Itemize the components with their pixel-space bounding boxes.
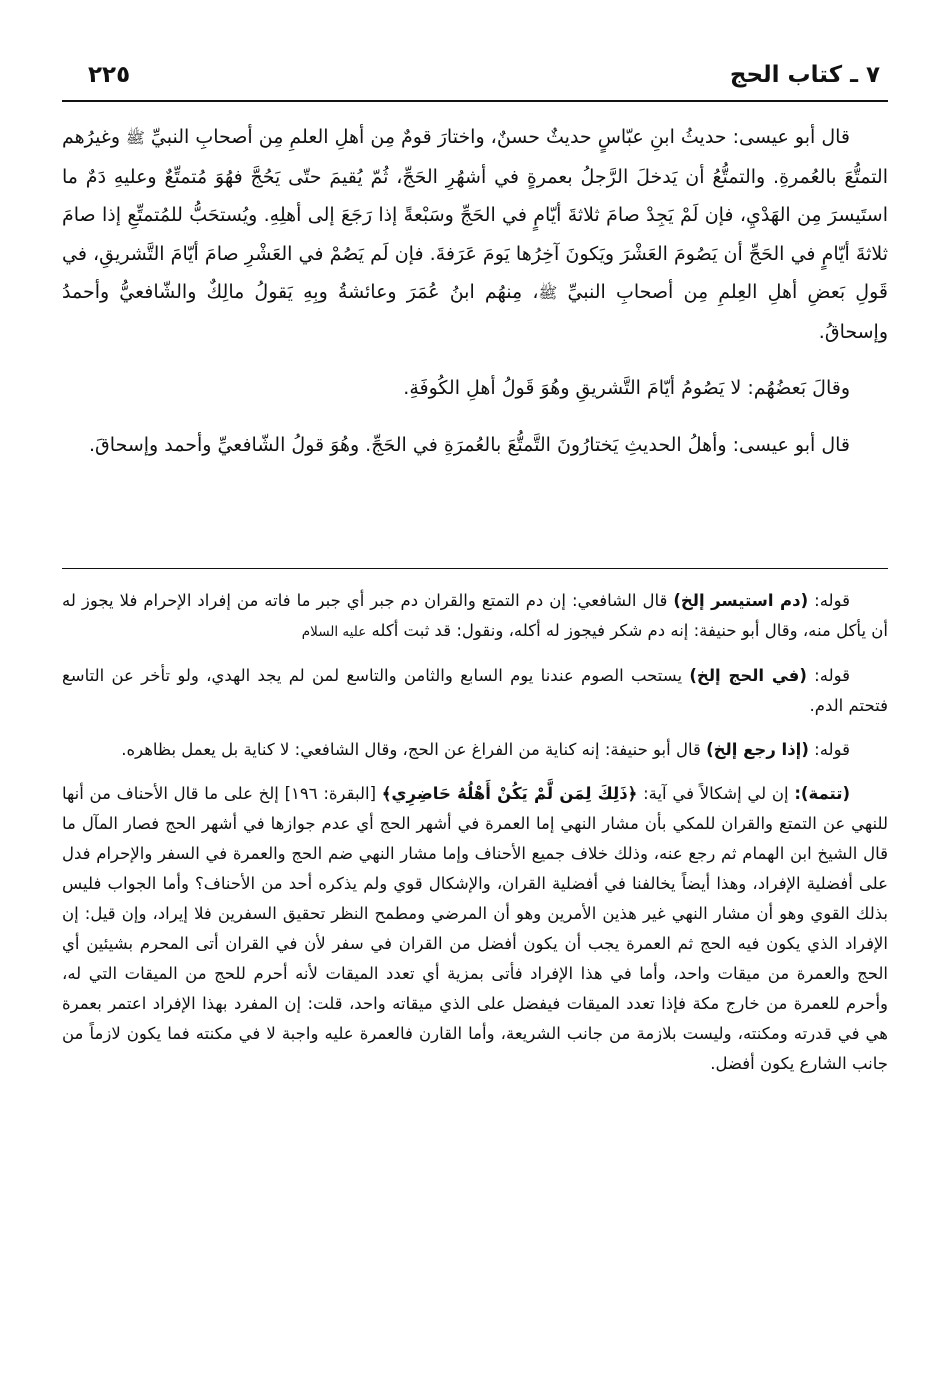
footnote-label: (في الحج إلخ) [689,666,807,685]
footnote-1 [62,586,888,647]
page-header [70,58,880,102]
page-number: ٢٢٥ [88,62,131,88]
chapter-title: ٧ ـ كتاب الحج [729,62,880,88]
footnote-2 [62,661,888,721]
footnotes [62,586,888,1079]
main-text [62,118,888,464]
footnote-lead: قوله: [814,666,851,685]
footnote-label: (دم استيسر إلخ) [673,591,809,610]
main-text-run: قال أبو عيسى: حديثُ ابنِ عبّاسٍ حديثٌ حسنٌ، واختارَ قومٌ مِن أهلِ العلمِ مِن أصحابِ النبيِّ [150,126,850,148]
footnote-text: يستحب الصوم عندنا يوم السابع والثامن والتاسع لمن لم يجد الهدي، ولو تأخر عن التاسع فتحتم الدم. [62,666,888,715]
main-paragraph-3: قال أبو عيسى: وأهلُ الحديثِ يَختارُونَ التَّمتُّعَ بالعُمرَةِ في الحَجِّ. وهُوَ قولُ الشّافعيِّ وأحمد وإسحاقَ. [89,433,850,456]
footnote-3 [62,735,888,765]
footnote-lead: قوله: [814,740,850,759]
footnote-separator [62,568,888,569]
footnote-label: (إذا رجع إلخ) [706,740,809,759]
footnote-label: (تتمة): [794,784,850,803]
honorific-symbol: ﷺ [538,284,558,302]
main-paragraph-2: وقالَ بَعضُهُم: لا يَصُومُ أيّامَ التَّشريقِ وهُوَ قَولُ أهلِ الكُوفَةِ. [403,377,850,399]
main-text-run: وغيرُهم التمتُّعَ بالعُمرةِ. والتمتُّعُ أن يَدخلَ الرَّجلُ بعمرةٍ في أشهُرِ الحَجِّ، ثُمّ يُقيمَ حتّى يَحُجَّ فهُوَ مُتمتِّعٌ وعليهِ دَمٌ ما استَيسرَ مِن الهَدْيِ، فإن لَمْ يَجِدْ صامَ ثلاثةَ أيّامٍ في الحَجِّ وسَبْعةً إذا رَجَعَ إلى أهلِهِ. ويُستحَبُّ للمُتمتِّعِ إذا صامَ ثلاثةَ أيّامٍ في الحَجِّ أن يَصُومَ العَشْرَ ويَكونَ آخِرُها يَومَ عَرَفةَ. فإن لَم يَصُمْ في العَشْرِ صامَ أيّامَ التَّشريقِ، في قَولِ بَعضِ أهلِ العِلمِ مِن أصحابِ النبيِّ [62,126,888,303]
footnote-text: [البقرة: ١٩٦] إلخ على ما قال الأحناف من أنها للنهي عن التمتع والقران للمكي بأن مشار النهي إما العمرة في أشهر الحج أي عدم جوازها في أشهر الحج فصار المآل ما قال الشيخ ابن الهمام ثم رجع عنه، وذلك خلاف جميع الأحناف وإما مشار النهي ضم الحج والعمرة في السفر والإحرام فدل على أفضلية الإفراد، وهذا أيضاً يخالفنا في أفضلية القران، والإشكال قوي ولم يذكره أحد من الأحناف؟ وأما الجواب فليس بذلك القوي وهو أن مشار النهي غير هذين الأمرين وهو أن المرضي ومطمح النظر تحقيق السفرين فلا إيراد، وإن قيل: إن الإفراد الذي يكون فيه الحج ثم العمرة يجب أن يكون أفضل من القران في سفر لأن في القران أتى المحرم بشيئين أي الحج والعمرة من ميقات واحد، وأما في هذا الإفراد فأتى بمزية أي تعدد الميقات لأنه أحرم للحج من الميقات التي له، وأحرم للعمرة من خارج مكة فإذا تعدد الميقات فيفضل على الذي ميقاته واحد، قلت: إن المفرد بهذا الإفراد اعتمر بعمرة هي في قدرته ومكنته، وليست بلازمة من جانب الشريعة، وأما القارن فالعمرة عليه واجبة لا في مكنته فما يكون لازماً من جانب الشارع يكون أفضل. [62,784,888,1073]
header-rule [62,100,888,102]
honorific-symbol: عليه السلام [301,624,367,640]
footnote-lead: إن لي إشكالاً في آية: [643,784,789,803]
honorific-symbol: ﷺ [126,129,145,147]
main-paragraph-1 [62,118,888,351]
footnote-4 [62,779,888,1079]
footnote-text: قال أبو حنيفة: إنه كناية من الفراغ عن الحج، وقال الشافعي: لا كناية بل يعمل بظاهره. [121,740,701,759]
footnote-lead: قوله: [814,591,851,610]
main-text-run: ، مِنهُم ابنُ عُمَرَ وعائشةُ وبِهِ يَقولُ مالِكٌ والشّافعيُّ وأحمدُ وإسحاقُ. [62,281,888,343]
footnote-text: قال الشافعي: إن دم التمتع والقران دم جبر أي جبر ما فاته من إفراد الإحرام فلا يجوز له أن يأكل منه، وقال أبو حنيفة: إنه دم شكر فيجوز له أكله، ونقول: قد ثبت أكله [62,591,888,640]
quran-quote: ﴿ذَلِكَ لِمَن لَّمْ يَكُنْ أَهْلُهُ حَاضِرِي﴾ [381,784,638,803]
